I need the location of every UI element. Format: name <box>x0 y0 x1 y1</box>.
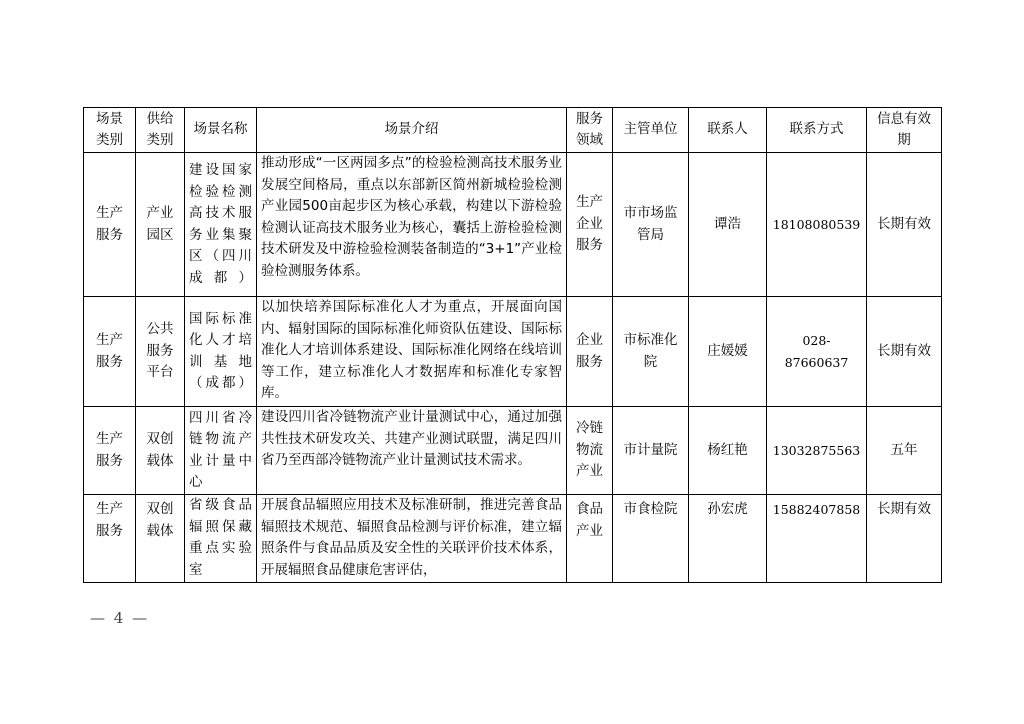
scenario-table-container <box>83 107 942 583</box>
table-row <box>84 407 942 495</box>
supply-category-cell: 双创载体 <box>136 407 185 495</box>
scenario-category-cell: 生产服务 <box>84 297 136 407</box>
header-cell: 信息有效期 <box>867 108 942 153</box>
validity-cell: 长期有效 <box>867 153 942 297</box>
header-cell: 联系方式 <box>767 108 867 153</box>
table-row <box>84 297 942 407</box>
authority-cell: 市标准化院 <box>613 297 689 407</box>
contact-phone-cell: 18108080539 <box>767 153 867 297</box>
contact-phone-cell: 028-87660637 <box>767 297 867 407</box>
contact-person-cell: 杨红艳 <box>689 407 767 495</box>
header-cell: 场景类别 <box>84 108 136 153</box>
service-field-cell: 生产企业服务 <box>567 153 613 297</box>
scenario-name-cell: 国际标准化人才培训基地（成都） <box>185 297 257 407</box>
validity-cell: 长期有效 <box>867 495 942 583</box>
scenario-name-cell: 省级食品辐照保藏重点实验室 <box>185 495 257 583</box>
contact-phone-cell: 15882407858 <box>767 495 867 583</box>
scenario-intro-cell: 开展食品辐照应用技术及标准研制，推进完善食品辐照技术规范、辐照食品检测与评价标准，建立辐照条件与食品品质及安全性的关联评价技术体系，开展辐照食品健康危害评估， <box>257 495 567 583</box>
page-number: — 4 — <box>90 609 150 627</box>
authority-cell: 市食检院 <box>613 495 689 583</box>
service-field-cell: 企业服务 <box>567 297 613 407</box>
service-field-cell: 冷链物流产业 <box>567 407 613 495</box>
scenario-category-cell: 生产服务 <box>84 153 136 297</box>
scenario-category-cell: 生产服务 <box>84 495 136 583</box>
scenario-name-cell: 建设国家检验检测高技术服务业集聚区（四川成都） <box>185 153 257 297</box>
authority-cell: 市计量院 <box>613 407 689 495</box>
header-cell: 联系人 <box>689 108 767 153</box>
contact-phone-cell: 13032875563 <box>767 407 867 495</box>
contact-person-cell: 谭浩 <box>689 153 767 297</box>
header-cell: 供给类别 <box>136 108 185 153</box>
table-row <box>84 153 942 297</box>
scenario-intro-cell: 建设四川省冷链物流产业计量测试中心，通过加强共性技术研发攻关、共建产业测试联盟，满足四川省乃至西部冷链物流产业计量测试技术需求。 <box>257 407 567 495</box>
scenario-intro-cell: 推动形成“一区两园多点”的检验检测高技术服务业发展空间格局，重点以东部新区简州新城检验检测产业园500亩起步区为核心承载，构建以下游检验检测认证高技术服务业为核心，囊括上游检验检测技术研发及中游检验检测装备制造的“3+1”产业检验检测服务体系。 <box>257 153 567 297</box>
scenario-name-cell: 四川省冷链物流产业计量中心 <box>185 407 257 495</box>
header-cell: 服务领域 <box>567 108 613 153</box>
authority-cell: 市市场监管局 <box>613 153 689 297</box>
header-cell: 场景名称 <box>185 108 257 153</box>
header-cell: 主管单位 <box>613 108 689 153</box>
scenario-intro-cell: 以加快培养国际标准化人才为重点，开展面向国内、辐射国际的国际标准化师资队伍建设、国际标准化人才培训体系建设、国际标准化网络在线培训等工作，建立标准化人才数据库和标准化专家智库。 <box>257 297 567 407</box>
supply-category-cell: 产业园区 <box>136 153 185 297</box>
supply-category-cell: 公共服务平台 <box>136 297 185 407</box>
scenario-table <box>83 107 942 583</box>
contact-person-cell: 孙宏虎 <box>689 495 767 583</box>
contact-person-cell: 庄媛媛 <box>689 297 767 407</box>
service-field-cell: 食品产业 <box>567 495 613 583</box>
supply-category-cell: 双创载体 <box>136 495 185 583</box>
header-cell: 场景介绍 <box>257 108 567 153</box>
scenario-category-cell: 生产服务 <box>84 407 136 495</box>
table-row <box>84 495 942 583</box>
table-header-row <box>84 108 942 153</box>
validity-cell: 五年 <box>867 407 942 495</box>
validity-cell: 长期有效 <box>867 297 942 407</box>
